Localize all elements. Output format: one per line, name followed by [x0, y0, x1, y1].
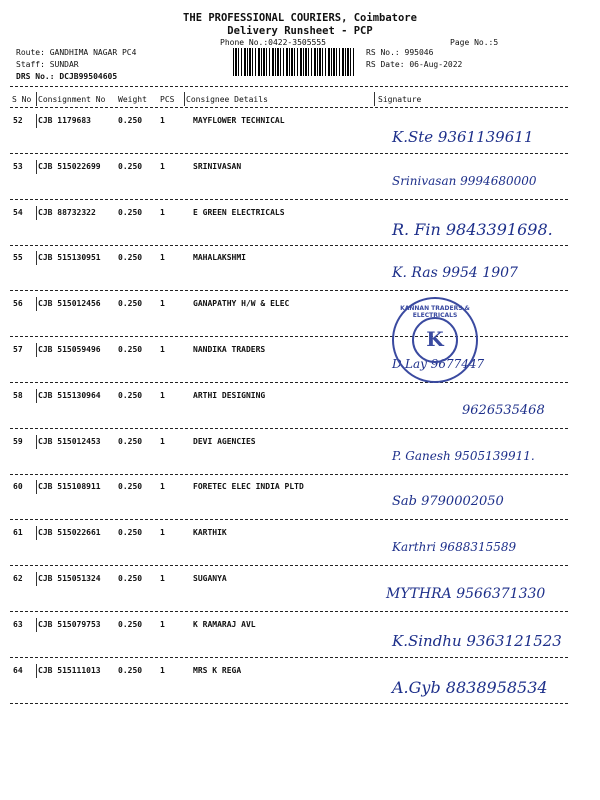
- signature: Sab 9790002050: [392, 494, 504, 510]
- cell-consignment: CJB 515130964: [38, 390, 101, 400]
- stamp-text: KANNAN TRADERS & ELECTRICALS: [400, 305, 470, 319]
- cell-sno: 56: [13, 299, 23, 309]
- cell-weight: 0.250: [118, 665, 143, 675]
- row-separator: [10, 657, 568, 658]
- cell-consignee: ARTHI DESIGNING: [193, 390, 266, 400]
- col-divider: [184, 92, 185, 106]
- cell-consignment: CJB 1179683: [38, 116, 91, 125]
- row-separator: [10, 428, 568, 429]
- cell-pcs: 1: [160, 345, 165, 354]
- cell-sno: 64: [13, 665, 23, 675]
- signature: K. Ras 9954 1907: [392, 265, 518, 282]
- cell-consignment: CJB 515059496: [38, 345, 101, 354]
- route-label: Route: GANDHIMA NAGAR PC4: [16, 48, 137, 57]
- cell-sno: 54: [13, 207, 23, 217]
- col-signature: Signature: [378, 95, 422, 104]
- cell-consignee: KARTHIK: [193, 528, 227, 538]
- cell-consignee: DEVI AGENCIES: [193, 436, 256, 446]
- rs-date: RS Date: 06-Aug-2022: [366, 60, 463, 69]
- cell-consignment: CJB 515079753: [38, 619, 101, 629]
- row-separator: [10, 199, 568, 200]
- cell-weight: 0.250: [118, 253, 143, 263]
- cell-consignee: MAHALAKSHMI: [193, 253, 246, 263]
- row-divider: [36, 618, 37, 632]
- cell-pcs: 1: [160, 665, 165, 675]
- signature: A.Gyb 8838958534: [392, 677, 548, 697]
- signature: MYTHRA 9566371330: [386, 586, 546, 602]
- cell-consignment: CJB 515108911: [38, 482, 101, 492]
- cell-pcs: 1: [160, 253, 165, 263]
- col-weight: Weight: [118, 95, 147, 104]
- rs-number: RS No.: 995046: [366, 48, 434, 57]
- cell-pcs: 1: [160, 619, 165, 629]
- cell-pcs: 1: [160, 528, 165, 538]
- signature: K.Sindhu 9363121523: [392, 631, 562, 650]
- row-divider: [36, 526, 37, 540]
- header-bottom-rule: [10, 107, 568, 108]
- header-top-rule: [10, 86, 568, 87]
- cell-consignee: MRS K REGA: [193, 665, 242, 675]
- cell-consignee: FORETEC ELEC INDIA PLTD: [193, 482, 304, 492]
- cell-weight: 0.250: [118, 619, 143, 629]
- cell-consignee: GANAPATHY H/W & ELEC: [193, 299, 290, 309]
- company-stamp: [392, 297, 478, 383]
- cell-consignment: CJB 515130951: [38, 253, 101, 263]
- cell-sno: 61: [13, 528, 23, 538]
- row-separator: [10, 382, 568, 383]
- cell-sno: 53: [13, 161, 23, 171]
- cell-consignment: CJB 515022699: [38, 161, 101, 171]
- cell-sno: 59: [13, 436, 23, 446]
- cell-weight: 0.250: [118, 345, 143, 354]
- row-separator: [10, 153, 568, 154]
- cell-weight: 0.250: [118, 482, 143, 492]
- col-sno: S No: [12, 95, 32, 104]
- row-separator: [10, 290, 568, 291]
- col-consignment: Consignment No: [38, 95, 106, 104]
- row-separator: [10, 565, 568, 566]
- signature: Karthri 9688315589: [392, 540, 517, 555]
- row-divider: [36, 160, 37, 174]
- cell-consignee: SUGANYA: [193, 574, 227, 583]
- signature: 9626535468: [462, 402, 545, 418]
- cell-consignee: MAYFLOWER TECHNICAL: [193, 116, 285, 125]
- cell-consignment: CJB 515051324: [38, 574, 101, 583]
- page-number: Page No.:5: [450, 38, 499, 47]
- cell-weight: 0.250: [118, 436, 143, 446]
- staff-label: Staff: SUNDAR: [16, 60, 79, 69]
- cell-consignment: CJB 515022661: [38, 528, 101, 538]
- row-divider: [36, 251, 37, 265]
- row-divider: [36, 664, 37, 678]
- signature: R. Fin 9843391698.: [392, 219, 553, 239]
- cell-pcs: 1: [160, 390, 165, 400]
- cell-pcs: 1: [160, 482, 165, 492]
- runsheet-title: Delivery Runsheet - PCP: [227, 25, 373, 37]
- row-divider: [36, 343, 37, 357]
- signature: K.Ste 9361139611: [392, 128, 534, 146]
- cell-consignee: SRINIVASAN: [193, 161, 242, 171]
- cell-weight: 0.250: [118, 390, 143, 400]
- cell-sno: 52: [13, 116, 23, 125]
- cell-weight: 0.250: [118, 161, 143, 171]
- col-pcs: PCS: [160, 95, 175, 104]
- cell-sno: 55: [13, 253, 23, 263]
- stamp-mark: K: [426, 327, 444, 351]
- cell-weight: 0.250: [118, 207, 143, 217]
- row-divider: [36, 297, 37, 311]
- col-divider: [374, 92, 375, 106]
- col-divider: [36, 92, 37, 106]
- row-separator: [10, 519, 568, 520]
- row-separator: [10, 703, 568, 704]
- cell-consignment: CJB 515012456: [38, 299, 101, 309]
- cell-consignee: NANDIKA TRADERS: [193, 345, 266, 354]
- cell-weight: 0.250: [118, 528, 143, 538]
- row-divider: [36, 114, 37, 128]
- signature: D.Lay 9677447: [392, 357, 485, 371]
- cell-consignee: K RAMARAJ AVL: [193, 619, 256, 629]
- row-separator: [10, 611, 568, 612]
- cell-sno: 60: [13, 482, 23, 492]
- row-divider: [36, 389, 37, 403]
- cell-weight: 0.250: [118, 299, 143, 309]
- cell-sno: 63: [13, 619, 23, 629]
- cell-pcs: 1: [160, 299, 165, 309]
- company-title: THE PROFESSIONAL COURIERS, Coimbatore: [183, 12, 417, 24]
- cell-consignee: E GREEN ELECTRICALS: [193, 207, 285, 217]
- barcode: [233, 48, 355, 76]
- drs-number: DRS No.: DCJB99504605: [16, 72, 118, 81]
- row-separator: [10, 245, 568, 246]
- row-divider: [36, 480, 37, 494]
- cell-pcs: 1: [160, 574, 165, 583]
- cell-consignment: CJB 88732322: [38, 207, 96, 217]
- row-divider: [36, 435, 37, 449]
- cell-sno: 58: [13, 390, 23, 400]
- cell-sno: 62: [13, 574, 23, 583]
- cell-pcs: 1: [160, 207, 165, 217]
- cell-weight: 0.250: [118, 574, 143, 583]
- signature: P. Ganesh 9505139911.: [392, 448, 535, 463]
- cell-consignment: CJB 515111013: [38, 665, 101, 675]
- cell-consignment: CJB 515012453: [38, 436, 101, 446]
- row-divider: [36, 572, 37, 586]
- row-separator: [10, 336, 568, 337]
- cell-sno: 57: [13, 345, 23, 354]
- cell-pcs: 1: [160, 116, 165, 125]
- col-consignee: Consignee Details: [186, 95, 268, 104]
- cell-pcs: 1: [160, 161, 165, 171]
- phone-number: Phone No.:0422-3505555: [220, 38, 326, 47]
- cell-weight: 0.250: [118, 116, 143, 125]
- cell-pcs: 1: [160, 436, 165, 446]
- signature: Srinivasan 9994680000: [392, 173, 537, 188]
- row-divider: [36, 206, 37, 220]
- row-separator: [10, 474, 568, 475]
